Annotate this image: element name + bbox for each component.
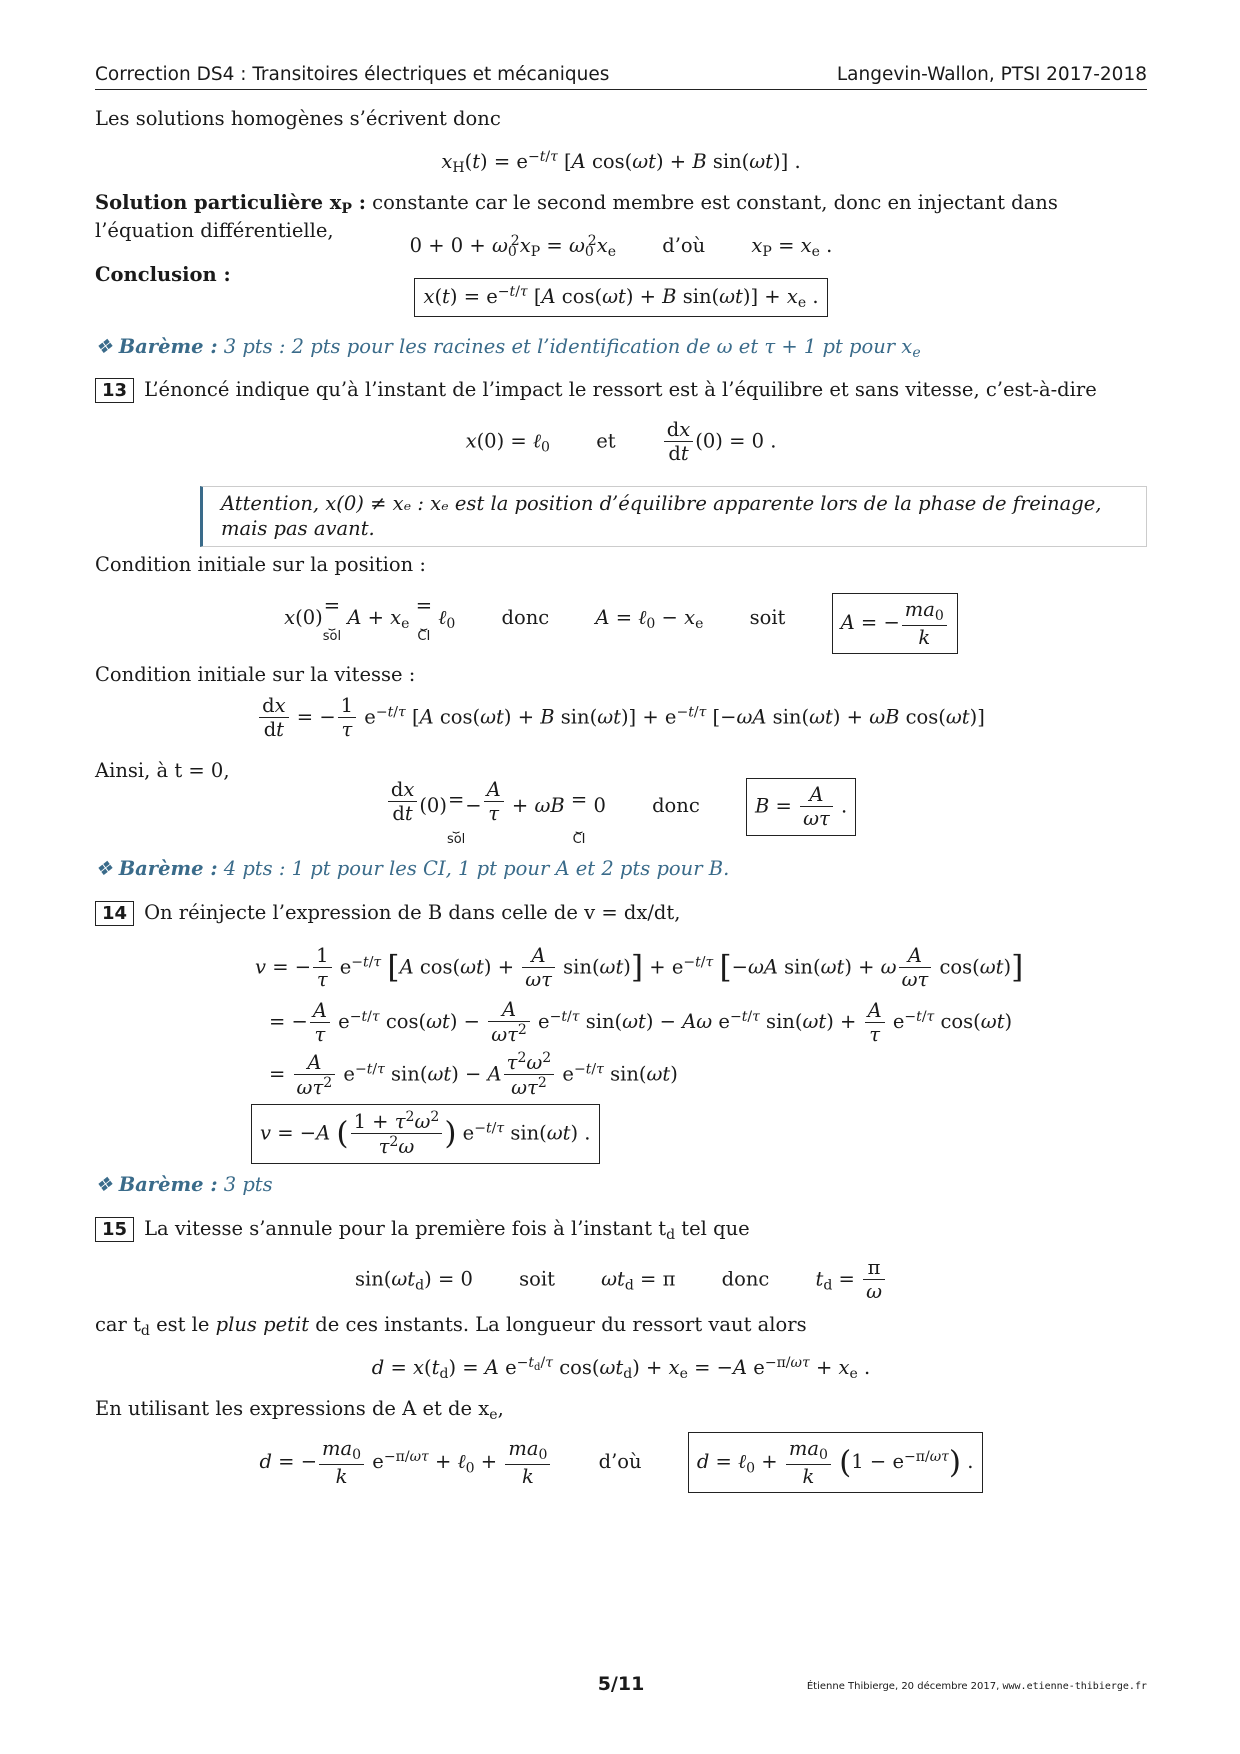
question-14 — [95, 900, 1147, 926]
donc-word-3: donc — [721, 1267, 770, 1291]
underbrace-sol: = ⏟ sol — [322, 594, 342, 644]
question-15-text: La vitesse s’annule pour la première fois à l’instant t — [144, 1217, 667, 1240]
header-title: Correction DS4 : Transitoires électriques et mécaniques — [95, 63, 610, 85]
underbrace-ci-2: = ⏟ CI — [570, 788, 588, 847]
eq-ci-position: x(0)= ⏟ sol $A + x_e$ = ⏟ CI ℓ$_0$ donc A = ℓ$_0$ − $x_e$ soit A = − $\frac{ma_0}{k}$ — [95, 593, 1147, 654]
bareme-2-text: 4 pts : 1 pt pour les CI, 1 pt pour A et 2 pts pour B. — [223, 857, 730, 880]
question-14-number: 14 — [95, 901, 134, 926]
en-utilisant-end: , — [497, 1397, 504, 1420]
boxed-result-d: d = ℓ$_0$ + $\frac{ma_0}{k}$ $(1 - e^{-\pi/\omega\tau})$ . — [688, 1432, 983, 1493]
ainsi-text: Ainsi, à t = 0, — [95, 759, 230, 782]
particular-solution-text: constante car le second membre est constant, donc en injectant dans l’équation différentielle, — [95, 191, 1058, 243]
eq-v-line-1: v = − $\frac{1}{\tau}$ $e^{-t/\tau}$ [A cos(ωt) + $\frac{A}{\omega\tau}$ $\sin(\omega t)] + e^{-t/\tau}$ [−ωA sin(ωt) + ω $\frac{A}{\omega\tau}$ cos(ωt)] — [255, 944, 1024, 992]
underbrace-ci-label: CI — [417, 628, 431, 644]
ci-position-label: Condition initiale sur la position : — [95, 553, 426, 576]
eq-length-d: $d = x(t_d) = A$ $e^{-t_d/\tau}$ $\cos(\omega t_d) + x_e = -A$ $e^{-\pi/\omega\tau} + x_e$ . — [371, 1355, 871, 1383]
eq-homogeneous: $x_H(t) = e^{-t/\tau}$ [A cos(ωt) + B sin(ωt)] . — [441, 149, 801, 177]
question-13 — [95, 377, 1147, 403]
boxed-result-v: v = −A ( $\frac{1 + \tau^2\omega^2}{\tau^2\omega}$ ) $e^{-t/\tau}$ sin(ωt) . — [251, 1104, 600, 1164]
footer-credit-text: Étienne Thibierge, 20 décembre 2017, — [806, 1681, 1003, 1692]
eq-v-line-4 — [251, 1104, 600, 1164]
question-15 — [95, 1216, 1147, 1244]
page-header — [95, 58, 1147, 90]
particular-solution-label — [95, 191, 366, 218]
et-word: et — [596, 429, 616, 453]
boxed-result-A: A = − $\frac{ma_0}{k}$ — [832, 593, 958, 654]
eq-ci-velocity: $\frac{dx}{dt}$ (0)= ⏟ sol − $\frac{A}{\tau}$ + ωB = ⏟ CI 0 donc B = $\frac{A}{\omega\tau}$ . — [95, 778, 1147, 848]
eq-v-line-2: = − $\frac{A}{\tau}$ $e^{-t/\tau}$ cos(ωt) − $\frac{A}{\omega\tau^2}$ $e^{-t/\tau}$ sin(ωt) − Aω $e^{-t/\tau}$ sin(ωt) + $\frac{A}{\tau}$ $e^{-t/\tau}$ cos(ωt) — [269, 998, 1013, 1047]
eq-velocity-derivative: $\frac{dx}{dt}$ = − $\frac{1}{\tau}$ $e^{-t/\tau}$ [A cos(ωt) + B $\sin(\omega t)] + e^{-t/\tau}$ [−ωA sin(ωt) + ωB cos(ωt)] — [95, 694, 1147, 742]
en-utilisant-main: En utilisant les expressions de A et de x — [95, 1397, 490, 1420]
boxed-result-xt: $x(t) = e^{-t/\tau}$ [A cos(ωt) + B $\sin(\omega t)] + x_e$ . — [414, 278, 827, 317]
dou-word-1: d’où — [662, 234, 706, 258]
eq-v-line-3: = $\frac{A}{\omega\tau^2}$ $e^{-t/\tau}$ sin(ωt) − A $\frac{\tau^2\omega^2}{\omega\tau^2}$ $e^{-t/\tau}$ sin(ωt) — [269, 1050, 678, 1100]
question-13-number: 13 — [95, 378, 134, 403]
page-footer — [95, 1672, 1147, 1702]
bareme-1-sub: e — [912, 345, 921, 362]
bareme-3-text: 3 pts — [223, 1173, 273, 1196]
car-emphasis: plus petit — [215, 1313, 310, 1336]
donc-word-2: donc — [652, 794, 700, 817]
underbrace-sol-label: sol — [322, 628, 342, 644]
en-utilisant-sub: e — [489, 1407, 498, 1424]
bareme-2 — [95, 856, 1147, 881]
header-course: Langevin-Wallon, PTSI 2017-2018 — [836, 63, 1147, 85]
diamond-icon: ❖ — [95, 857, 113, 880]
footer-credit — [807, 1680, 1147, 1693]
particular-label-text: Solution particulière x — [95, 191, 342, 214]
page-number: 5/11 — [597, 1673, 645, 1695]
bareme-3 — [95, 1172, 1147, 1197]
question-15-sub: d — [666, 1227, 676, 1244]
car-text-b: est le — [149, 1313, 216, 1336]
bareme-2-label: Barème : — [118, 857, 218, 880]
attention-box — [200, 486, 1147, 547]
eq-final-d: d = − $\frac{ma_0}{k}$ $e^{-\pi/\omega\tau}$ + ℓ$_0$ + $\frac{ma_0}{k}$ d’où d = ℓ$_0$ + $\frac{ma_0}{k}$ $(1 - e^{-\pi/\omega\tau})$ . — [95, 1432, 1147, 1493]
diamond-icon: ❖ — [95, 1173, 113, 1196]
ci-velocity-label: Condition initiale sur la vitesse : — [95, 663, 416, 686]
eq-vanish-time: $\sin(\omega t_d) = 0$ soit $\omega t_d = \pi$ donc $t_d$ = $\frac{\pi}{\omega}$ — [95, 1256, 1147, 1304]
question-15-end: tel que — [675, 1217, 750, 1240]
underbrace-ci-2-label: CI — [572, 831, 586, 847]
car-sub: d — [140, 1323, 150, 1340]
boxed-result-B: B = $\frac{A}{\omega\tau}$ . — [746, 778, 856, 836]
bareme-3-label: Barème : — [118, 1173, 218, 1196]
car-paragraph — [95, 1312, 1147, 1340]
eq-conclusion — [95, 278, 1147, 317]
underbrace-ci: = ⏟ CI — [415, 594, 433, 644]
bareme-1-text: 3 pts : 2 pts pour les racines et l’identification de ω et τ + 1 pt pour x — [223, 335, 913, 358]
en-utilisant-text — [95, 1396, 1147, 1424]
frac-dxdt: $\frac{dx}{dt}$ — [664, 418, 693, 466]
intro-text: Les solutions homogènes s’écrivent donc — [95, 107, 501, 130]
diamond-icon: ❖ — [95, 335, 113, 358]
underbrace-sol-2: = ⏟ sol — [446, 788, 466, 847]
underbrace-sol-2-label: sol — [446, 831, 466, 847]
question-15-number: 15 — [95, 1217, 134, 1242]
footer-site-link[interactable]: www.etienne-thibierge.fr — [1002, 1681, 1147, 1692]
bareme-1-label: Barème : — [118, 335, 218, 358]
conclusion-label: Conclusion : — [95, 263, 231, 286]
car-text-c: de ces instants. La longueur du ressort vaut alors — [309, 1313, 807, 1336]
question-13-text: L’énoncé indique qu’à l’instant de l’impact le ressort est à l’équilibre et sans vitesse, c’est-à-dire — [144, 378, 1097, 401]
bareme-1 — [95, 334, 1147, 362]
particular-label-sub: P — [341, 201, 352, 218]
attention-text: Attention, x(0) ≠ xₑ : xₑ est la position d’équilibre apparente lors de la phase de freinage, mais pas avant. — [221, 492, 1102, 541]
donc-word-1: donc — [501, 606, 550, 629]
question-14-text: On réinjecte l’expression de B dans celle de v = dx/dt, — [144, 901, 681, 924]
soit-word-1: soit — [749, 606, 786, 629]
car-text-a: car t — [95, 1313, 141, 1336]
eq-initial-conditions: x(0) = ℓ$_0$ et $\frac{dx}{dt}$ (0) = 0 . — [465, 418, 777, 466]
soit-word-2: soit — [519, 1267, 555, 1291]
dou-word-2: d’où — [598, 1450, 642, 1474]
eq-particular: $0 + 0 + \omega_0^2x_P = \omega_0^2x_e$ d’où $x_P = x_e$ . — [409, 233, 833, 261]
particular-label-colon: : — [351, 191, 366, 214]
